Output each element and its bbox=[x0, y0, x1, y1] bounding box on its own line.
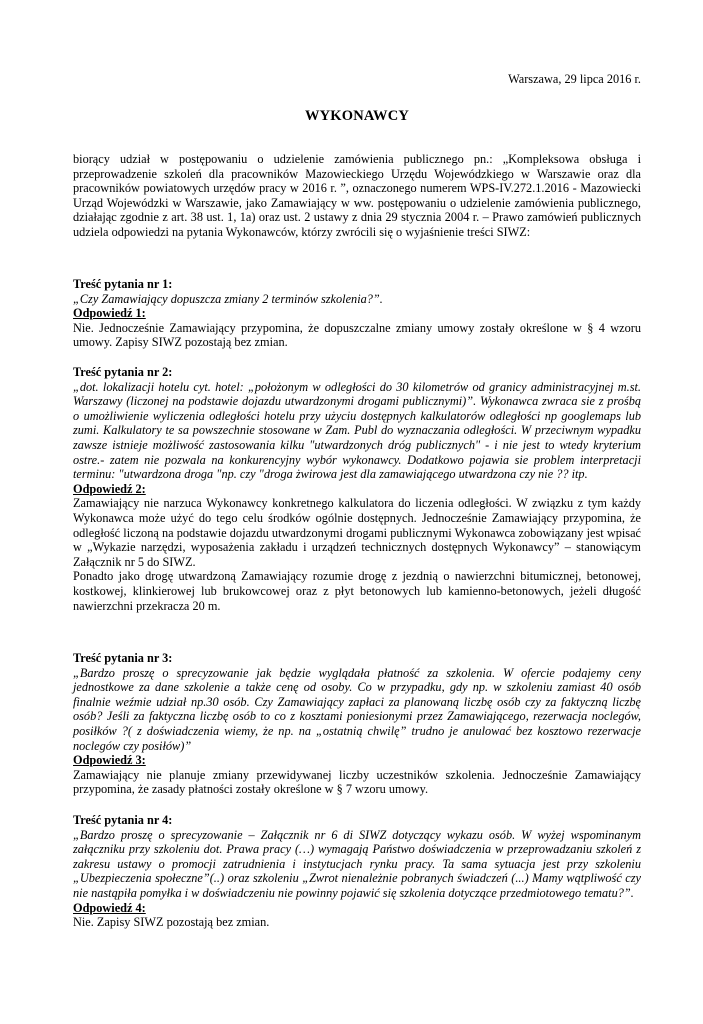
answer-text: Nie. Zapisy SIWZ pozostają bez zmian. bbox=[73, 915, 270, 930]
answer-heading: Odpowiedź 4: bbox=[73, 900, 146, 915]
question-heading: Treść pytania nr 3: bbox=[73, 651, 173, 665]
question-section-3 bbox=[73, 651, 641, 797]
answer-heading: Odpowiedź 3: bbox=[73, 753, 146, 768]
question-text: „Czy Zamawiający dopuszcza zmiany 2 terminów szkolenia?”. bbox=[73, 291, 383, 306]
answer-heading: Odpowiedź 2: bbox=[73, 481, 146, 496]
answer-text: Ponadto jako drogę utwardzoną Zamawiający rozumie drogę z jezdnią o nawierzchni bitumicznej, betonowej, kostkowej, klinkierowej lub brukowcowej oraz z płyt betonowych lub kamienno-betonowych, jeżeli długość nawierzchni przekracza 20 m. bbox=[73, 569, 641, 613]
document-title: WYKONAWCY bbox=[304, 108, 410, 124]
document-date: Warszawa, 29 lipca 2016 r. bbox=[508, 72, 641, 86]
question-section-4 bbox=[73, 813, 641, 930]
question-heading: Treść pytania nr 4: bbox=[73, 813, 173, 827]
answer-heading: Odpowiedź 1: bbox=[73, 306, 146, 321]
question-heading: Treść pytania nr 2: bbox=[73, 365, 173, 379]
answer-text: Nie. Jednocześnie Zamawiający przypomina, że dopuszczalne zmiany umowy zostały określone w § 4 wzoru umowy. Zapisy SIWZ pozostają bez zmian. bbox=[73, 320, 641, 350]
intro-paragraph: biorący udział w postępowaniu o udzielenie zamówienia publicznego pn.: „Kompleksowa obsługa i przeprowadzenie szkoleń dla pracowników Mazowieckiego Urzędu Wojewódzkiego w Warszawie oraz dla pracowników powiatowych urzędów pracy w 2016 r. ”, oznaczonego numerem WPS-IV.272.1.2016 - Mazowiecki Urząd Wojewódzki w Warszawie, jako Zamawiający w ww. postępowaniu o udzielenie zamówienia publicznego, działając zgodnie z art. 38 ust. 1, 1a) oraz ust. 2 ustawy z dnia 29 stycznia 2004 r. – Prawo zamówień publicznych udziela odpowiedzi na pytania Wykonawców, którzy zwrócili się o wyjaśnienie treści SIWZ: bbox=[73, 152, 641, 239]
question-section-1 bbox=[73, 277, 641, 350]
question-text: „Bardzo proszę o sprecyzowanie jak będzie wyglądała płatność za szkolenia. W ofercie podajemy ceny jednostkowe za dane szkolenie a także cenę od osoby. Co w przypadku, gdy np. w szkoleniu zamiast 40 osób finalnie weźmie udział np.30 osób. Czy Zamawiający zapłaci za planowaną liczbę osób czy za faktyczną liczbę osób? Jeśli za faktyczna liczbę osób to co z kosztami poniesionymi przez Zamawiającego, rezerwacja noclegów, posiłków ?( z doświadczenia wiemy, że np. na „ostatnią chwilę” trudno je anulować bez kosztowo rezerwacje noclegów czy posiłów)” bbox=[73, 665, 641, 753]
question-text: „dot. lokalizacji hotelu cyt. hotel: „położonym w odległości do 30 kilometrów od granicy administracyjnej m.st. Warszawy (liczonej na podstawie dojazdu utwardzonymi drogami publicznymi)”. Wykonawca zwraca sie z prośbą o umożliwienie wyliczenia odległości hotelu przy użyciu dostępnych kalkulatorów odległości np googlemaps lub zumi. Kalkulatory te sa powszechnie stosowane w Zam. Publ do wyznaczania odległości. W przeciwnym wypadku zawsze istnieje możliwość zastosowania kilku "utwardzonych dróg publicznych" - i nie jest to wtedy kryterium ostre.- zatem nie pozwala na konkurencyjny wybór wykonawcy. Dodatkowo pojawia sie problem interpretacji terminu: "utwardzona droga "np. czy "droga żwirowa jest dla zamawiającego utwardzona czy nie ?? itp. bbox=[73, 379, 641, 482]
question-section-2 bbox=[73, 365, 641, 613]
answer-text: Zamawiający nie planuje zmiany przewidywanej liczby uczestników szkolenia. Jednocześnie Zamawiający przypomina, że zasady płatności zostały określone w § 7 wzoru umowy. bbox=[73, 767, 641, 797]
question-heading: Treść pytania nr 1: bbox=[73, 277, 173, 291]
question-text: „Bardzo proszę o sprecyzowanie – Załącznik nr 6 di SIWZ dotyczący wykazu osób. W wyżej wspominanym załączniku przy szkoleniu dot. Prawa pracy (…) wymagają Państwo doświadczenia w przeprowadzaniu szkoleń z zakresu ustawy o promocji zatrudnienia i instytucjach rynku pracy. Ta sama sytuacja jest przy szkoleniu „Ubezpieczenia społeczne”(..) oraz szkoleniu „Zwrot nienależnie pobranych świadczeń (...) Mamy wątpliwość czy nie nastąpiła pomyłka i w doświadczeniu nie powinny pojawić się szkolenia dotyczące przedmiotowego tematu?”. bbox=[73, 827, 641, 900]
answer-text: Zamawiający nie narzuca Wykonawcy konkretnego kalkulatora do liczenia odległości. W związku z tym każdy Wykonawca może użyć do tego celu środków ogólnie dostępnych. Jednocześnie Zamawiający przypomina, że odległość liczoną na podstawie dojazdu utwardzonymi drogami publicznymi Wykonawca zobowiązany jest wpisać w „Wykazie narzędzi, wyposażenia zakładu i urządzeń technicznych dostępnych Wykonawcy” – stanowiącym Załącznik nr 5 do SIWZ. bbox=[73, 496, 641, 569]
